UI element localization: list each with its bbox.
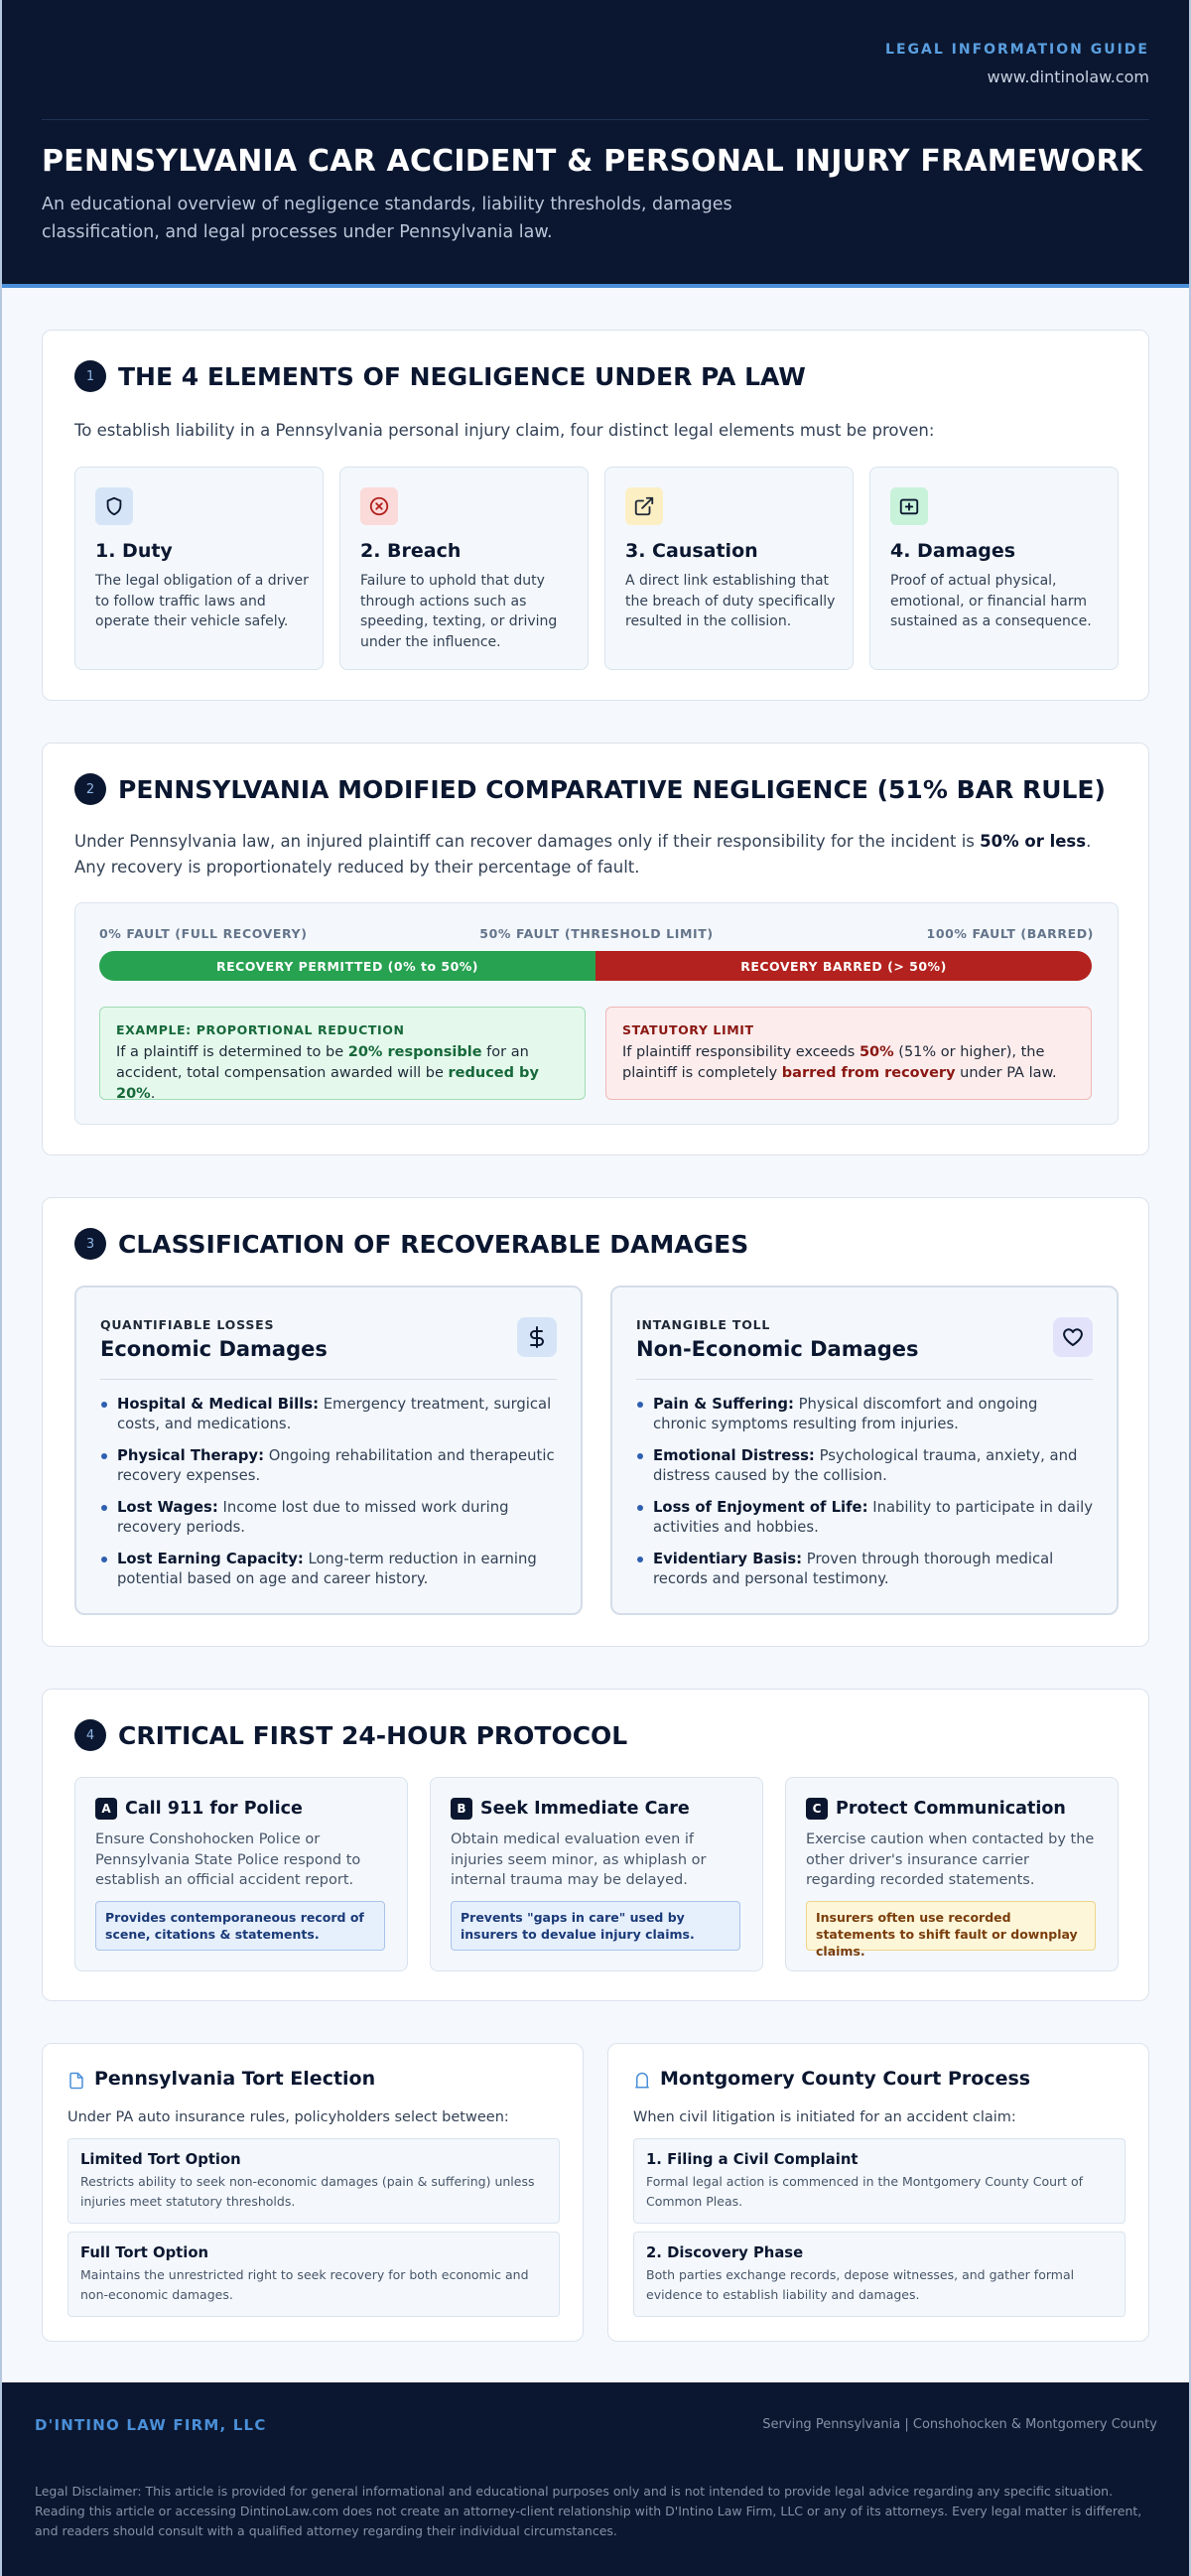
step-note: Prevents "gaps in care" used by insurers to devalue injury claims. [451, 1901, 740, 1951]
element-card-duty [74, 467, 324, 670]
step-title: 1. Filing a Civil Complaint [646, 2151, 859, 2168]
step-text: Ensure Conshohocken Police or Pennsylvania State Police respond to establish an official accident report. [95, 1831, 361, 1888]
x-circle-icon [360, 487, 398, 525]
step-title: Call 911 for Police [125, 1799, 303, 1819]
section-heading [74, 1228, 748, 1260]
scale-tick-middle: 50% FAULT (THRESHOLD LIMIT) [479, 926, 714, 941]
external-link-icon [625, 487, 663, 525]
option-text: Restricts ability to seek non-economic damages (pain & suffering) unless injuries meet statutory thresholds. [80, 2174, 535, 2209]
option-text: Maintains the unrestricted right to seek recovery for both economic and non-economic damages. [80, 2267, 529, 2302]
list-item: Lost Earning Capacity: Long-term reduction in earning potential based on age and career history. [100, 1550, 557, 1589]
limit-label: STATUTORY LIMIT [622, 1022, 754, 1037]
section-title: CRITICAL FIRST 24-HOUR PROTOCOL [118, 1720, 628, 1750]
scale-tick-left: 0% FAULT (FULL RECOVERY) [99, 926, 308, 941]
element-title: 1. Duty [95, 540, 173, 562]
section-title: THE 4 ELEMENTS OF NEGLIGENCE UNDER PA LAW [118, 361, 806, 391]
list-item: Loss of Enjoyment of Life: Inability to participate in daily activities and hobbies. [636, 1498, 1093, 1538]
step-text: Exercise caution when contacted by the other driver's insurance carrier regarding recorded statements. [806, 1831, 1095, 1888]
element-text: The legal obligation of a driver to follow traffic laws and operate their vehicle safely. [95, 573, 309, 629]
section-heading [74, 360, 806, 392]
tort-option-full [67, 2232, 560, 2317]
section-heading [74, 1719, 627, 1751]
step-text: Both parties exchange records, depose witnesses, and gather formal evidence to establish liability and damages. [646, 2267, 1075, 2302]
element-title: 2. Breach [360, 540, 462, 562]
step-badge: B [451, 1798, 472, 1820]
statutory-limit-note [605, 1007, 1092, 1100]
limit-text: If plaintiff responsibility exceeds 50% (51% or higher), the plaintiff is completely barred from recovery under PA law. [622, 1044, 1057, 1081]
element-text: Proof of actual physical, emotional, or financial harm sustained as a consequence. [890, 573, 1092, 629]
step-title: Seek Immediate Care [480, 1799, 690, 1819]
scale-tick-right: 100% FAULT (BARRED) [926, 926, 1094, 941]
section-number-badge: 1 [74, 360, 106, 392]
element-card-damages [869, 467, 1119, 670]
section-title: PENNSYLVANIA MODIFIED COMPARATIVE NEGLIGENCE (51% BAR RULE) [118, 774, 1106, 804]
negligence-section [42, 330, 1149, 701]
element-title: 3. Causation [625, 540, 758, 562]
example-note [99, 1007, 586, 1100]
list-item: Physical Therapy: Ongoing rehabilitation and therapeutic recovery expenses. [100, 1446, 557, 1486]
step-title: 2. Discovery Phase [646, 2244, 804, 2261]
building-icon [633, 2071, 651, 2095]
economic-damages-panel [74, 1286, 583, 1615]
threshold-emphasis: 50% or less [980, 832, 1087, 851]
section-intro: To establish liability in a Pennsylvania personal injury claim, four distinct legal elements must be proven: [74, 421, 935, 440]
section-number-badge: 4 [74, 1719, 106, 1751]
plus-square-icon [890, 487, 928, 525]
example-label: EXAMPLE: PROPORTIONAL REDUCTION [116, 1022, 405, 1037]
document-icon [67, 2071, 85, 2095]
step-text: Obtain medical evaluation even if injuries seem minor, as whiplash or internal trauma may be delayed. [451, 1831, 707, 1888]
divider [100, 1379, 557, 1380]
list-item: Evidentiary Basis: Proven through thorough medical records and personal testimony. [636, 1550, 1093, 1589]
court-step-complaint [633, 2138, 1125, 2224]
step-badge: A [95, 1798, 117, 1820]
card-title: Montgomery County Court Process [660, 2068, 1031, 2090]
step-note: Insurers often use recorded statements to shift fault or downplay claims. [806, 1901, 1096, 1951]
element-card-breach [339, 467, 589, 670]
fault-scale-panel [74, 902, 1119, 1125]
list-item: Hospital & Medical Bills: Emergency treatment, surgical costs, and medications. [100, 1395, 557, 1434]
heart-icon [1053, 1317, 1093, 1357]
guide-label: LEGAL INFORMATION GUIDE [885, 42, 1149, 58]
website-link[interactable]: www.dintinolaw.com [987, 68, 1149, 86]
page-footer [2, 2382, 1189, 2576]
header-divider [42, 119, 1149, 120]
list-item: Pain & Suffering: Physical discomfort and ongoing chronic symptoms resulting from injuries. [636, 1395, 1093, 1434]
step-note: Provides contemporaneous record of scene, citations & statements. [95, 1901, 385, 1951]
element-card-causation [604, 467, 854, 670]
section-number-badge: 2 [74, 773, 106, 805]
step-badge: C [806, 1798, 828, 1820]
element-text: Failure to uphold that duty through actions such as speeding, texting, or driving under the influence. [360, 573, 558, 650]
non-economic-damages-list [636, 1395, 1093, 1601]
section-heading [74, 773, 1106, 805]
section-number-badge: 3 [74, 1228, 106, 1260]
tort-election-card [42, 2043, 584, 2342]
card-intro: Under PA auto insurance rules, policyholders select between: [67, 2109, 509, 2125]
dollar-icon [517, 1317, 557, 1357]
option-title: Full Tort Option [80, 2244, 209, 2261]
non-economic-damages-panel [610, 1286, 1119, 1615]
option-title: Limited Tort Option [80, 2151, 241, 2168]
example-text: If a plaintiff is determined to be 20% responsible for an accident, total compensation awarded will be reduced by 20%. [116, 1044, 539, 1102]
recovery-permitted-segment: RECOVERY PERMITTED (0% to 50%) [99, 951, 596, 981]
court-step-discovery [633, 2232, 1125, 2317]
protocol-step-communication [785, 1777, 1119, 1971]
fault-threshold-bar [99, 951, 1092, 981]
divider [636, 1379, 1093, 1380]
damages-kicker: QUANTIFIABLE LOSSES [100, 1317, 275, 1332]
step-title: Protect Communication [836, 1799, 1066, 1819]
page-subtitle: An educational overview of negligence standards, liability thresholds, damages classification, and legal processes under Pennsylvania law. [42, 195, 732, 242]
protocol-step-police [74, 1777, 408, 1971]
list-item: Emotional Distress: Psychological trauma, anxiety, and distress caused by the collision. [636, 1446, 1093, 1486]
damages-kicker: INTANGIBLE TOLL [636, 1317, 771, 1332]
damages-title: Non-Economic Damages [636, 1337, 919, 1361]
list-item: Lost Wages: Income lost due to missed work during recovery periods. [100, 1498, 557, 1538]
page-header [2, 0, 1189, 288]
recovery-barred-segment: RECOVERY BARRED (> 50%) [596, 951, 1092, 981]
court-process-card [607, 2043, 1149, 2342]
section-intro: Under Pennsylvania law, an injured plaintiff can recover damages only if their responsibility for the incident is 50% or less. Any recovery is proportionately reduced by their percentage of fault. [74, 832, 1092, 877]
step-text: Formal legal action is commenced in the Montgomery County Court of Common Pleas. [646, 2174, 1084, 2209]
tort-option-limited [67, 2138, 560, 2224]
section-title: CLASSIFICATION OF RECOVERABLE DAMAGES [118, 1229, 749, 1259]
element-title: 4. Damages [890, 540, 1016, 562]
shield-icon [95, 487, 133, 525]
firm-name: D'INTINO LAW FIRM, LLC [35, 2416, 267, 2434]
protocol-step-medical [430, 1777, 763, 1971]
page-title: PENNSYLVANIA CAR ACCIDENT & PERSONAL INJURY FRAMEWORK [42, 144, 1143, 179]
economic-damages-list [100, 1395, 557, 1601]
comparative-negligence-section [42, 743, 1149, 1155]
card-title: Pennsylvania Tort Election [94, 2068, 376, 2090]
element-text: A direct link establishing that the breach of duty specifically resulted in the collision. [625, 573, 836, 629]
service-area: Serving Pennsylvania | Conshohocken & Montgomery County [762, 2417, 1157, 2432]
card-intro: When civil litigation is initiated for an accident claim: [633, 2109, 1016, 2125]
damages-title: Economic Damages [100, 1337, 328, 1361]
protocol-section [42, 1689, 1149, 2001]
damages-section [42, 1197, 1149, 1647]
legal-disclaimer: Legal Disclaimer: This article is provided for general informational and educational purposes only and is not intended to provide legal advice regarding any specific situation. Reading this article or accessing DintinoLaw.com does not create an attorney-client relationship with D'Intino Law Firm, LLC or any of its attorneys. Every legal matter is different, and readers should consult with a qualified attorney regarding their individual circumstances. [35, 2484, 1142, 2538]
